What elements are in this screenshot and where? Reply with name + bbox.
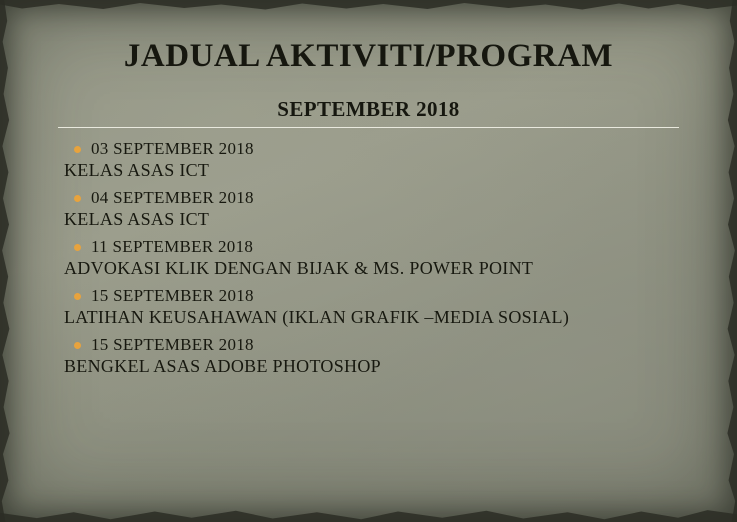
entry-date-row [58,286,679,306]
slide-subtitle: SEPTEMBER 2018 [277,97,460,121]
entry-activity: LATIHAN KEUSAHAWAN (IKLAN GRAFIK –MEDIA SOSIAL) [64,307,570,327]
entry-date-row [58,139,679,159]
entry-date-row [58,237,679,257]
entry-date: 15 SEPTEMBER 2018 [91,335,254,354]
bullet-icon [74,244,81,251]
slide-subtitle-container [58,97,679,128]
entry-activity: KELAS ASAS ICT [64,160,210,180]
entry-date: 11 SEPTEMBER 2018 [91,237,254,256]
bullet-icon [74,146,81,153]
bullet-icon [74,195,81,202]
list-item [58,188,679,230]
entry-date-row [58,188,679,208]
entry-date: 15 SEPTEMBER 2018 [91,286,254,305]
bullet-icon [74,342,81,349]
list-item [58,335,679,377]
entry-date-row [58,335,679,355]
entry-activity: ADVOKASI KLIK DENGAN BIJAK & MS. POWER POINT [64,258,534,278]
entry-date: 03 SEPTEMBER 2018 [91,139,254,158]
entry-date: 04 SEPTEMBER 2018 [91,188,254,207]
slide-title: JADUAL AKTIVITI/PROGRAM [123,38,614,74]
activity-list [58,139,679,377]
list-item [58,139,679,181]
list-item [58,237,679,279]
list-item [58,286,679,328]
entry-activity: KELAS ASAS ICT [64,209,210,229]
entry-activity: BENGKEL ASAS ADOBE PHOTOSHOP [64,356,381,376]
bullet-icon [74,293,81,300]
